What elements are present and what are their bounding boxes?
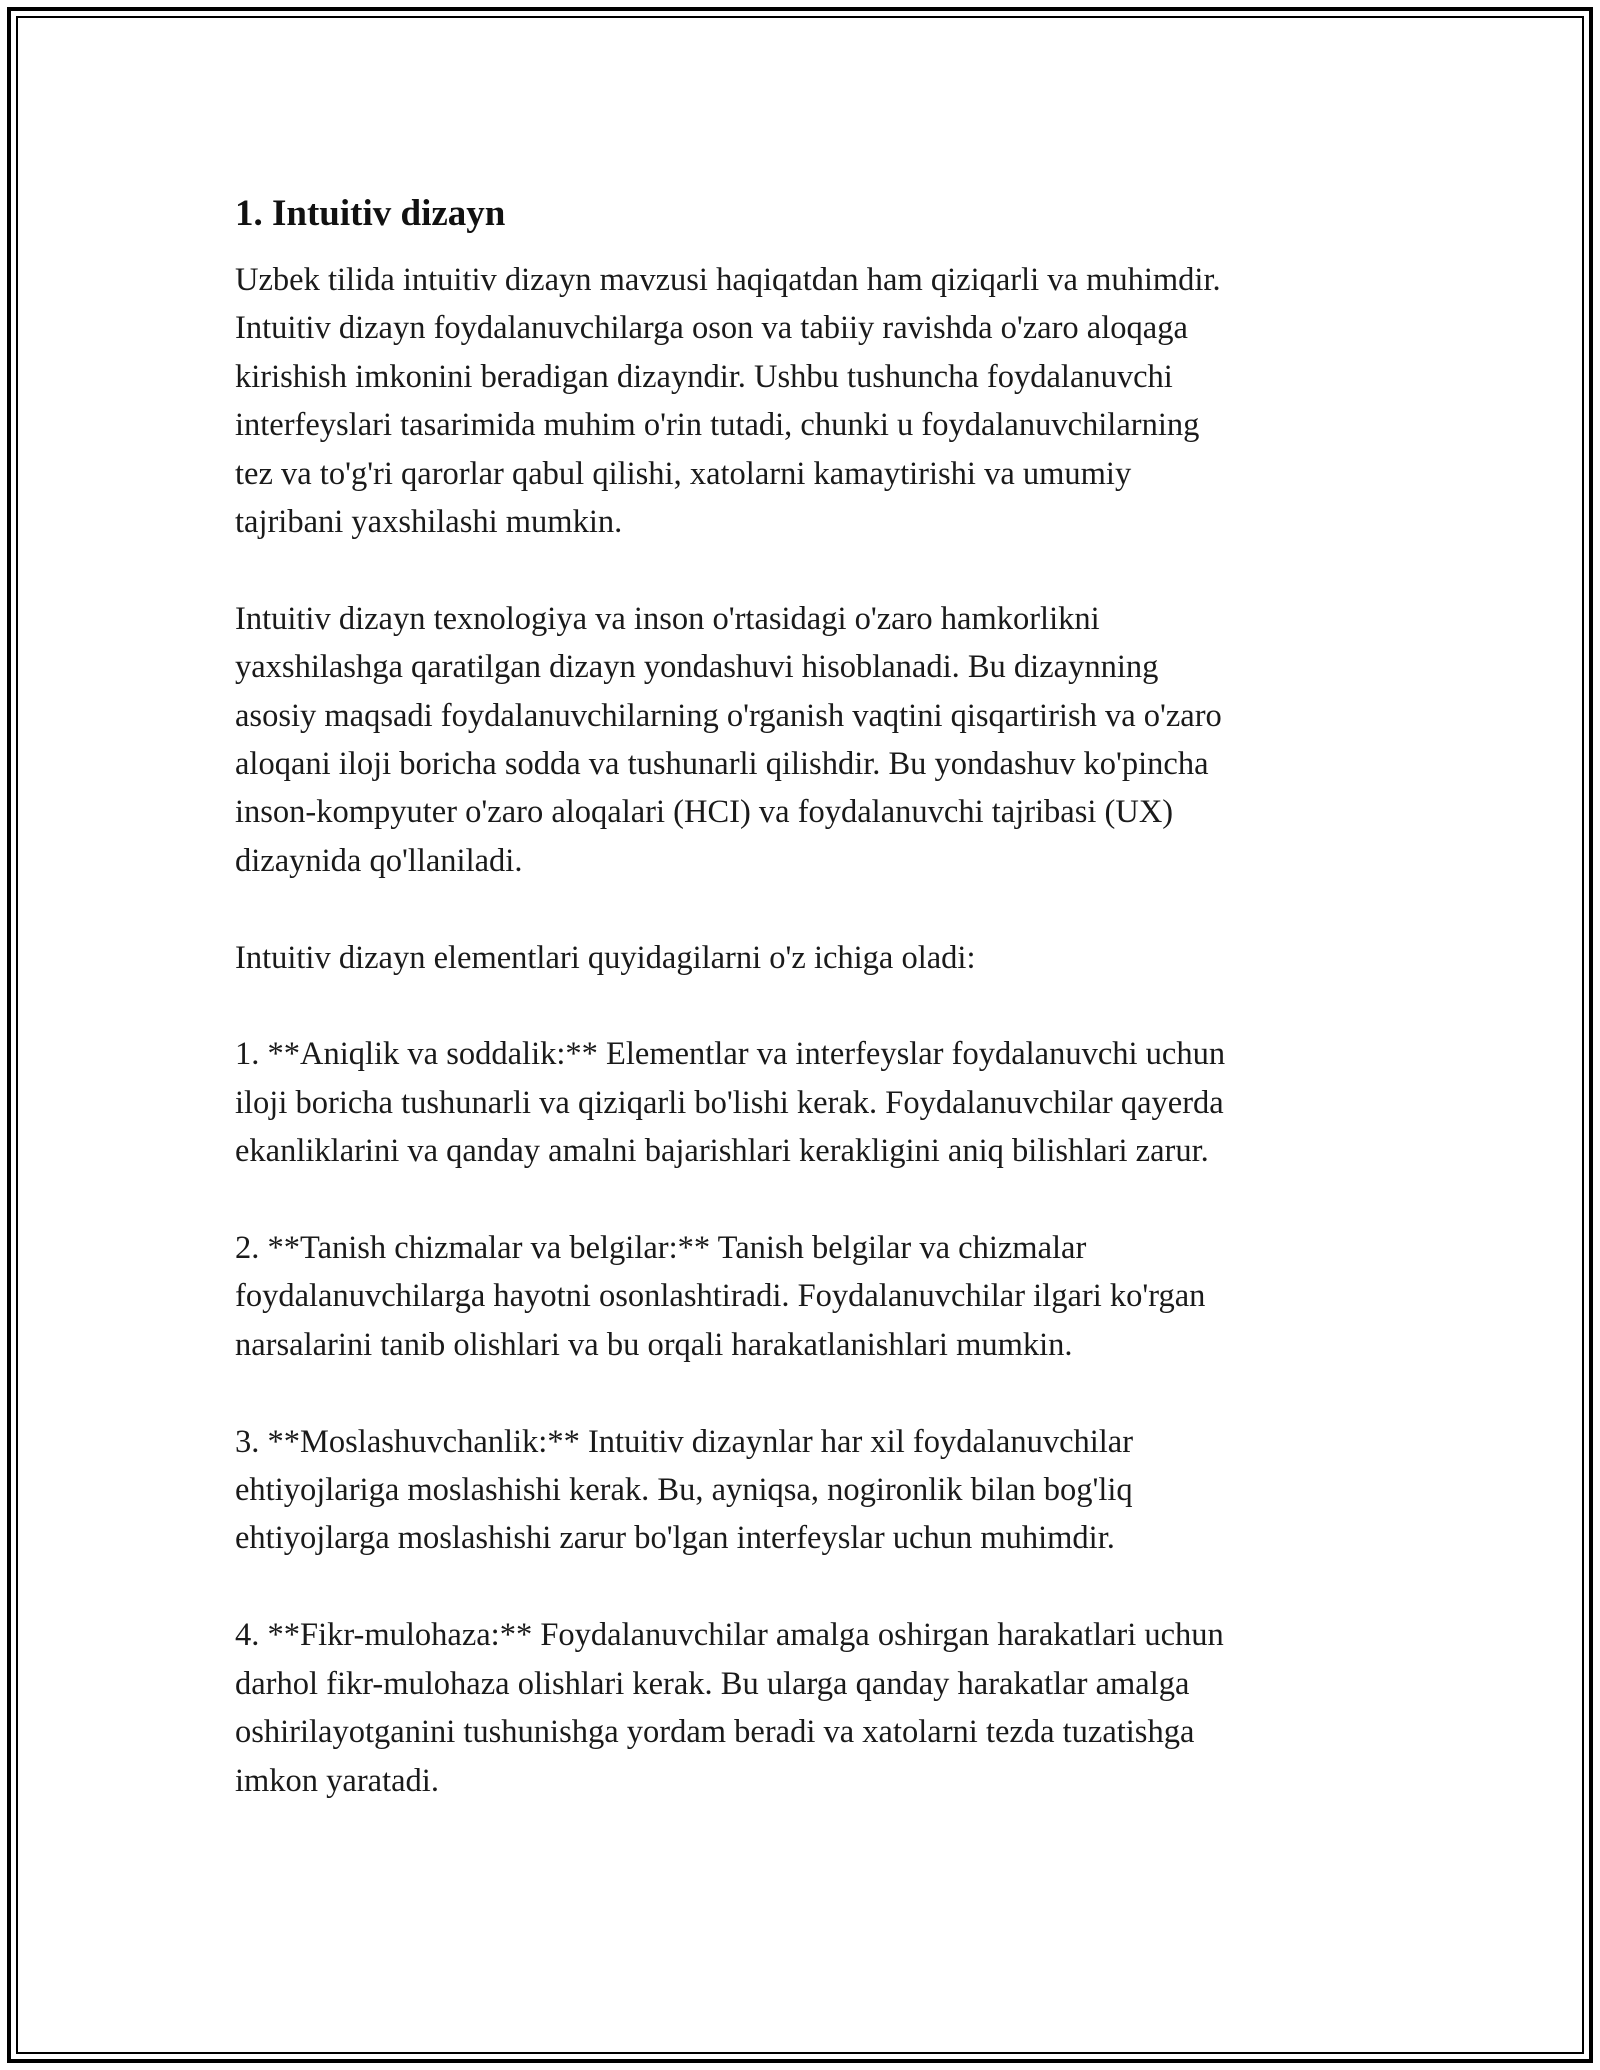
list-item-feedback: 4. **Fikr-mulohaza:** Foydalanuvchilar amalga oshirgan harakatlari uchun darhol fikr-mulohaza olishlari kerak. Bu ularga qanday harakatlar amalga oshirilayotganini tushunishga yordam beradi va xatolarni tezda tuzatishga imkon yaratadi.: [235, 1617, 1224, 1799]
paragraph-intro: Uzbek tilida intuitiv dizayn mavzusi haqiqatdan ham qiziqarli va muhimdir. Intuitiv dizayn foydalanuvchilarga oson va tabiiy ravishda o'zaro aloqaga kirishish imkonini beradigan dizayndir. Ushbu tushuncha foydalanuvchi interfeyslari tasarimida muhim o'rin tutadi, chunki u foydalanuvchilarning tez va to'g'ri qarorlar qabul qilishi, xatolarni kamaytirishi va umumiy tajribani yaxshilashi mumkin.: [235, 262, 1221, 541]
list-item-clarity: 1. **Aniqlik va soddalik:** Elementlar va interfeyslar foydalanuvchi uchun iloji boricha tushunarli va qiziqarli bo'lishi kerak. Foydalanuvchilar qayerda ekanliklarini va qanday amalni bajarishlari kerakligini aniq bilishlari zarur.: [235, 1036, 1226, 1170]
list-item-familiar-patterns: 2. **Tanish chizmalar va belgilar:** Tanish belgilar va chizmalar foydalanuvchilarga hayotni osonlashtiradi. Foydalanuvchilar ilgari ko'rgan narsalarini tanib olishlari va bu orqali harakatlanishlari mumkin.: [235, 1230, 1206, 1363]
document-title: 1. Intuitiv dizayn: [235, 193, 506, 234]
paragraph-approach: Intuitiv dizayn texnologiya va inson o'rtasidagi o'zaro hamkorlikni yaxshilashga qaratilgan dizayn yondashuvi hisoblanadi. Bu dizaynning asosiy maqsadi foydalanuvchilarning o'rganish vaqtini qisqartirish va o'zaro aloqani iloji boricha sodda va tushunarli qilishdir. Bu yondashuv ko'pincha inson-kompyuter o'zaro aloqalari (HCI) va foydalanuvchi tajribasi (UX) dizaynida qo'llaniladi.: [235, 600, 1222, 879]
list-item-flexibility: 3. **Moslashuvchanlik:** Intuitiv dizaynlar har xil foydalanuvchilar ehtiyojlariga moslashishi kerak. Bu, ayniqsa, nogironlik bilan bog'liq ehtiyojlarga moslashishi zarur bo'lgan interfeyslar uchun muhimdir.: [235, 1423, 1134, 1557]
document-body: [235, 190, 1365, 1805]
paragraph-elements-intro: Intuitiv dizayn elementlari quyidagilarni o'z ichiga oladi:: [235, 939, 976, 976]
